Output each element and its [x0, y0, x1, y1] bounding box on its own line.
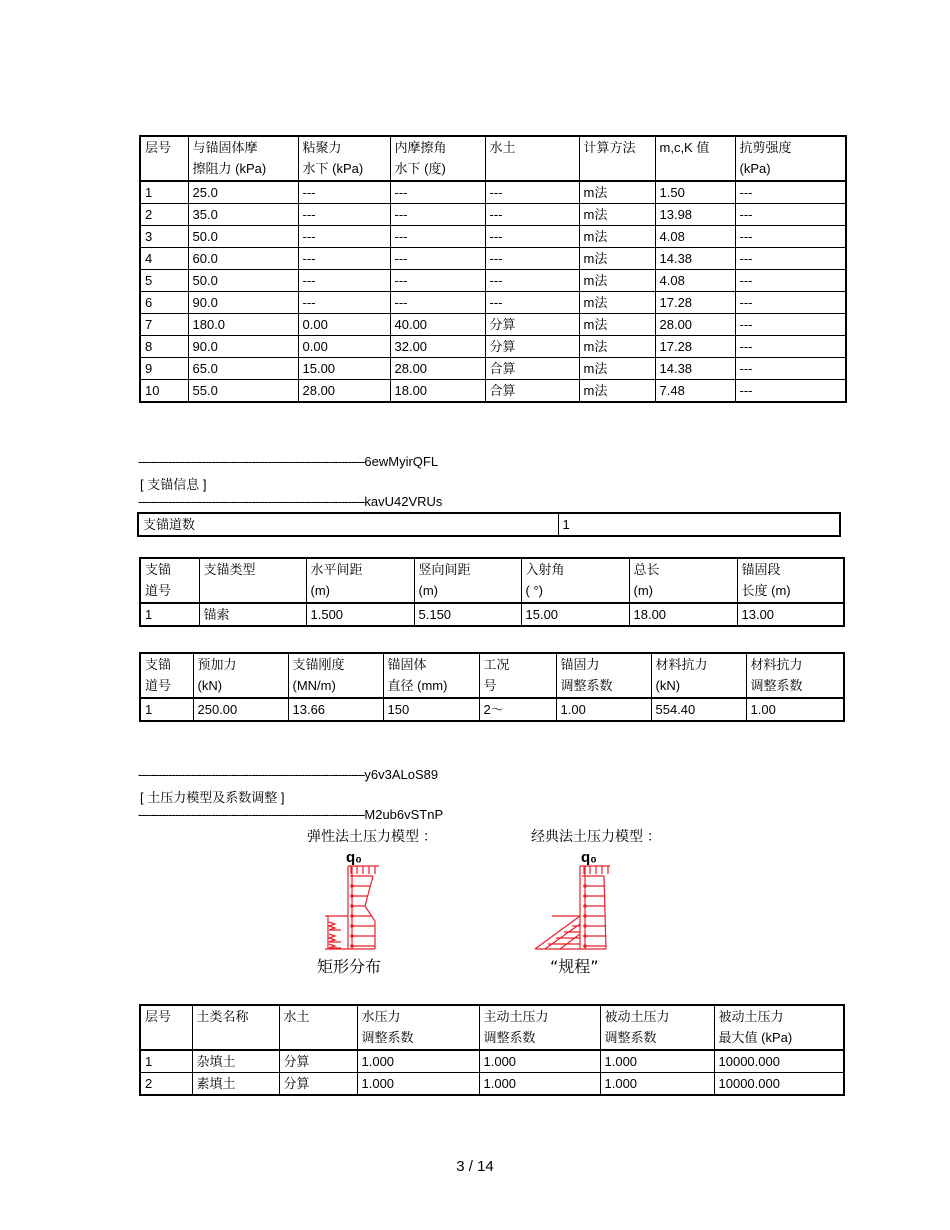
table-cell: 1	[140, 181, 188, 204]
column-header-line: 支锚类型	[203, 562, 256, 577]
table-row	[140, 358, 846, 380]
elastic-model-diagram	[305, 846, 415, 981]
column-header	[306, 558, 414, 603]
table-cell: 1.00	[746, 698, 844, 721]
anchor-count-label: 支锚道数	[138, 513, 558, 536]
column-header-line: 最大值 (kPa)	[718, 1030, 793, 1045]
classic-model-diagram	[530, 846, 640, 981]
table-cell: 6	[140, 292, 188, 314]
table-header-row	[140, 558, 844, 603]
table-row	[140, 1073, 844, 1096]
column-header-line: 层号	[145, 140, 172, 155]
table-cell: 分算	[485, 336, 579, 358]
table-cell: m法	[579, 270, 655, 292]
column-header-line: m,c,K 值	[659, 140, 710, 155]
column-header-line: 调整系数	[361, 1030, 414, 1045]
table-header-row	[140, 136, 846, 181]
column-header	[485, 136, 579, 181]
table-row	[140, 292, 846, 314]
table-cell: m法	[579, 336, 655, 358]
column-header	[199, 558, 306, 603]
column-header-line: 总长	[633, 562, 660, 577]
table-cell: 18.00	[629, 603, 737, 626]
table-cell: 10000.000	[714, 1073, 844, 1096]
table-cell: 15.00	[521, 603, 629, 626]
column-header	[600, 1005, 714, 1050]
table-cell: 4.08	[655, 226, 735, 248]
column-header-line: 被动土压力	[718, 1009, 784, 1024]
table-cell: 1.000	[600, 1050, 714, 1073]
column-header-line: 主动土压力	[483, 1009, 549, 1024]
table-cell: ---	[298, 270, 390, 292]
table-cell: m法	[579, 226, 655, 248]
table-row	[140, 204, 846, 226]
column-header-line: 被动土压力	[604, 1009, 670, 1024]
table-cell: ---	[390, 226, 485, 248]
table-cell: 18.00	[390, 380, 485, 403]
column-header-line: 计算方法	[583, 140, 636, 155]
elastic-model-caption: 矩形分布	[317, 957, 382, 976]
column-header	[140, 1005, 192, 1050]
column-header-line: ( °)	[525, 583, 543, 598]
classic-model-title: 经典法土压力模型 ：	[531, 828, 661, 844]
column-header	[140, 653, 193, 698]
column-header-line: 入射角	[525, 562, 565, 577]
column-header-line: (kN)	[197, 678, 223, 693]
anchor-geometry-table	[139, 557, 845, 627]
column-header-line: 锚固体	[387, 657, 427, 672]
column-header-line: 直径 (mm)	[387, 678, 448, 693]
column-header-line: 支锚	[145, 562, 172, 577]
table-cell: 1	[140, 698, 193, 721]
table-cell: 素填土	[192, 1073, 279, 1096]
table-cell: ---	[298, 248, 390, 270]
table-cell: 40.00	[390, 314, 485, 336]
table-cell: 5	[140, 270, 188, 292]
column-header-line: 水土	[283, 1009, 310, 1024]
page-number: 3 / 14	[456, 1158, 494, 1175]
table-cell: ---	[735, 226, 846, 248]
column-header	[390, 136, 485, 181]
table-cell: 180.0	[188, 314, 298, 336]
table-cell: 1.000	[479, 1073, 600, 1096]
table-cell: 合算	[485, 358, 579, 380]
column-header-line: 内摩擦角	[394, 140, 447, 155]
table-cell: 90.0	[188, 336, 298, 358]
table-cell: 1	[140, 603, 199, 626]
table-cell: 60.0	[188, 248, 298, 270]
table-cell: 1.500	[306, 603, 414, 626]
column-header-line: 道号	[145, 583, 172, 598]
column-header-line: 与锚固体摩	[192, 140, 258, 155]
table-cell: 5.150	[414, 603, 521, 626]
column-header-line: 道号	[145, 678, 172, 693]
column-header-line: (kN)	[655, 678, 681, 693]
table-cell: ---	[390, 248, 485, 270]
table-cell: 锚索	[199, 603, 306, 626]
table-cell: ---	[735, 204, 846, 226]
column-header	[298, 136, 390, 181]
column-header-line: 擦阻力 (kPa)	[192, 161, 267, 176]
table-cell: 1.00	[556, 698, 651, 721]
table-cell: ---	[390, 204, 485, 226]
table-cell: 4	[140, 248, 188, 270]
table-cell: ---	[485, 226, 579, 248]
column-header-line: (m)	[633, 583, 653, 598]
table-cell: ---	[485, 181, 579, 204]
column-header-line: 水下 (度)	[394, 161, 446, 176]
column-header-line: 材料抗力	[750, 657, 803, 672]
earth-pressure-table	[139, 1004, 845, 1096]
column-header-line: 水平间距	[310, 562, 363, 577]
column-header-line: 锚固段	[741, 562, 781, 577]
column-header	[414, 558, 521, 603]
section-title-earth-pressure: [ 土压力模型及系数调整 ]	[140, 790, 285, 805]
separator-line: --------------------------------------------------------------------6ewMyirQFL	[138, 454, 439, 469]
table-cell: ---	[735, 336, 846, 358]
column-header	[629, 558, 737, 603]
table-cell: 150	[383, 698, 479, 721]
column-header	[140, 136, 188, 181]
column-header	[383, 653, 479, 698]
soil-layer-table	[139, 135, 847, 403]
column-header	[655, 136, 735, 181]
separator-line: --------------------------------------------------------------------y6v3ALoS89	[138, 767, 439, 782]
table-cell: ---	[735, 181, 846, 204]
table-cell: ---	[390, 292, 485, 314]
column-header-line: 支锚刚度	[292, 657, 345, 672]
column-header	[746, 653, 844, 698]
table-cell: 15.00	[298, 358, 390, 380]
column-header	[479, 1005, 600, 1050]
table-row	[140, 270, 846, 292]
table-cell: ---	[735, 292, 846, 314]
table-cell: ---	[390, 181, 485, 204]
table-cell: 杂填土	[192, 1050, 279, 1073]
table-cell: 1	[140, 1050, 192, 1073]
table-cell: 25.0	[188, 181, 298, 204]
table-cell: 50.0	[188, 226, 298, 248]
column-header	[193, 653, 288, 698]
table-cell: ---	[390, 270, 485, 292]
table-row	[140, 336, 846, 358]
table-cell: 4.08	[655, 270, 735, 292]
table-cell: m法	[579, 248, 655, 270]
table-row	[140, 380, 846, 403]
table-row	[140, 603, 844, 626]
table-cell: 0.00	[298, 336, 390, 358]
column-header-line: 长度 (m)	[741, 583, 791, 598]
column-header	[651, 653, 746, 698]
column-header-line: (kPa)	[739, 161, 771, 176]
table-cell: 65.0	[188, 358, 298, 380]
column-header-line: (m)	[418, 583, 438, 598]
table-header-row	[140, 653, 844, 698]
column-header-line: 层号	[145, 1009, 172, 1024]
load-q0-label: q₀	[581, 849, 597, 866]
table-cell: 9	[140, 358, 188, 380]
table-cell: ---	[735, 358, 846, 380]
table-cell: 1.000	[600, 1073, 714, 1096]
column-header	[140, 558, 199, 603]
table-cell: m法	[579, 380, 655, 403]
table-cell: m法	[579, 314, 655, 336]
table-cell: 13.66	[288, 698, 383, 721]
classic-model-caption: “规程”	[550, 957, 599, 976]
column-header	[479, 653, 556, 698]
column-header-line: (MN/m)	[292, 678, 336, 693]
separator-line: --------------------------------------------------------------------kavU42VRUs	[138, 494, 443, 509]
column-header	[279, 1005, 357, 1050]
table-row	[140, 314, 846, 336]
table-cell: 13.00	[737, 603, 844, 626]
table-row	[140, 226, 846, 248]
table-row	[140, 248, 846, 270]
table-cell: 90.0	[188, 292, 298, 314]
table-cell: 0.00	[298, 314, 390, 336]
column-header-line: 抗剪强度	[739, 140, 792, 155]
table-cell: 35.0	[188, 204, 298, 226]
table-cell: 1.000	[357, 1050, 479, 1073]
table-cell: 28.00	[390, 358, 485, 380]
column-header-line: 支锚	[145, 657, 172, 672]
column-header	[737, 558, 844, 603]
table-cell: 28.00	[298, 380, 390, 403]
table-cell: ---	[735, 380, 846, 403]
column-header-line: 粘聚力	[302, 140, 342, 155]
table-row	[140, 181, 846, 204]
column-header-line: 水土	[489, 140, 516, 155]
table-cell: ---	[485, 292, 579, 314]
table-cell: 554.40	[651, 698, 746, 721]
table-cell: 1.000	[357, 1073, 479, 1096]
table-cell: 13.98	[655, 204, 735, 226]
table-cell: ---	[735, 270, 846, 292]
anchor-count-value: 1	[558, 513, 840, 536]
table-cell: 7	[140, 314, 188, 336]
column-header-line: 号	[483, 678, 497, 693]
table-cell: 32.00	[390, 336, 485, 358]
column-header-line: 调整系数	[750, 678, 803, 693]
separator-line: --------------------------------------------------------------------M2ub6vSTnP	[138, 807, 444, 822]
table-cell: 3	[140, 226, 188, 248]
table-cell: ---	[735, 314, 846, 336]
column-header-line: 竖向间距	[418, 562, 471, 577]
table-cell: 250.00	[193, 698, 288, 721]
column-header-line: 水压力	[361, 1009, 401, 1024]
table-cell: ---	[298, 181, 390, 204]
table-cell: m法	[579, 204, 655, 226]
section-title-anchor-info: [ 支锚信息 ]	[140, 477, 207, 492]
table-cell: ---	[485, 248, 579, 270]
column-header	[192, 1005, 279, 1050]
table-row	[140, 698, 844, 721]
table-cell: ---	[735, 248, 846, 270]
column-header-line: (m)	[310, 583, 330, 598]
table-cell: 28.00	[655, 314, 735, 336]
table-cell: m法	[579, 181, 655, 204]
column-header-line: 调整系数	[560, 678, 613, 693]
table-cell: 55.0	[188, 380, 298, 403]
column-header-line: 预加力	[197, 657, 237, 672]
column-header	[521, 558, 629, 603]
table-cell: 14.38	[655, 358, 735, 380]
table-cell: 50.0	[188, 270, 298, 292]
anchor-force-table	[139, 652, 845, 722]
table-cell: 分算	[279, 1050, 357, 1073]
table-cell: 10000.000	[714, 1050, 844, 1073]
table-cell: 2～	[479, 698, 556, 721]
column-header-line: 土类名称	[196, 1009, 249, 1024]
column-header-line: 水下 (kPa)	[302, 161, 364, 176]
column-header	[714, 1005, 844, 1050]
column-header	[188, 136, 298, 181]
column-header-line: 调整系数	[483, 1030, 536, 1045]
table-row	[140, 1050, 844, 1073]
table-cell: 7.48	[655, 380, 735, 403]
column-header	[579, 136, 655, 181]
table-cell: 分算	[485, 314, 579, 336]
table-cell: ---	[485, 204, 579, 226]
table-cell: 17.28	[655, 292, 735, 314]
column-header	[288, 653, 383, 698]
table-cell: m法	[579, 292, 655, 314]
column-header-line: 调整系数	[604, 1030, 657, 1045]
table-cell: 合算	[485, 380, 579, 403]
anchor-count-table	[137, 512, 841, 537]
table-cell: 2	[140, 1073, 192, 1096]
table-cell: ---	[298, 204, 390, 226]
table-cell: ---	[298, 226, 390, 248]
column-header	[556, 653, 651, 698]
table-cell: 8	[140, 336, 188, 358]
table-cell: 分算	[279, 1073, 357, 1096]
table-cell: 1.000	[479, 1050, 600, 1073]
table-cell: 2	[140, 204, 188, 226]
column-header-line: 工况	[483, 657, 510, 672]
table-cell: ---	[298, 292, 390, 314]
column-header-line: 锚固力	[560, 657, 600, 672]
column-header-line: 材料抗力	[655, 657, 708, 672]
column-header	[735, 136, 846, 181]
table-header-row	[140, 1005, 844, 1050]
table-cell: m法	[579, 358, 655, 380]
elastic-model-title: 弹性法土压力模型 ：	[307, 828, 437, 844]
column-header	[357, 1005, 479, 1050]
table-cell: 17.28	[655, 336, 735, 358]
load-q0-label: q₀	[346, 849, 362, 866]
table-cell: 1.50	[655, 181, 735, 204]
table-cell: ---	[485, 270, 579, 292]
table-cell: 10	[140, 380, 188, 403]
table-cell: 14.38	[655, 248, 735, 270]
